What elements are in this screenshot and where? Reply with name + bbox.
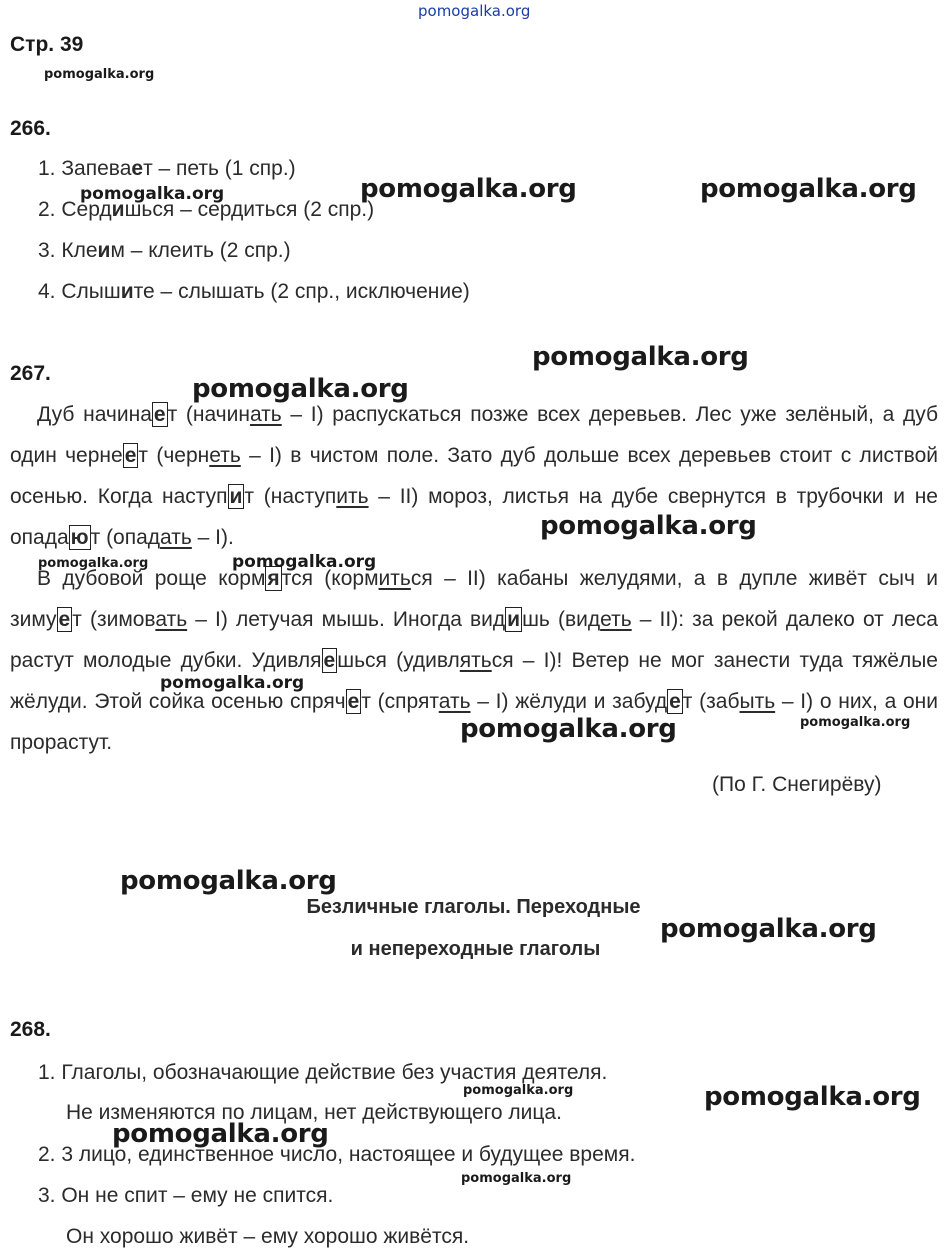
watermark: pomogalka.org: [704, 1082, 921, 1112]
watermark: pomogalka.org: [38, 556, 149, 571]
watermark: pomogalka.org: [360, 174, 577, 204]
watermark: pomogalka.org: [120, 866, 337, 896]
list-item-continuation: Не изменяются по лицам, нет действующего лица.: [66, 1101, 562, 1124]
watermark-top: pomogalka.org: [418, 2, 531, 20]
watermark: pomogalka.org: [44, 67, 155, 82]
list-item: 3. Клеим – клеить (2 спр.): [38, 239, 291, 262]
list-item: 2. 3 лицо, единственное число, настоящее и будущее время.: [38, 1143, 636, 1166]
list-item-continuation: Он хорошо живёт – ему хорошо живётся.: [66, 1225, 470, 1248]
list-item: 1. Глаголы, обозначающие действие без участия деятеля.: [38, 1061, 608, 1084]
list-item: 3. Он не спит – ему не спится.: [38, 1184, 334, 1207]
section-title-line-1: Безличные глаголы. Переходные: [306, 896, 641, 918]
exercise-number-267: 267.: [10, 362, 51, 385]
watermark: pomogalka.org: [232, 552, 377, 572]
watermark: pomogalka.org: [660, 914, 877, 944]
watermark: pomogalka.org: [192, 374, 409, 404]
watermark: pomogalka.org: [463, 1083, 574, 1098]
exercise-number-266: 266.: [10, 117, 51, 140]
watermark: pomogalka.org: [540, 511, 757, 541]
watermark: pomogalka.org: [700, 174, 917, 204]
watermark: pomogalka.org: [532, 342, 749, 372]
list-item: 2. Сердишься – сердиться (2 спр.): [38, 198, 375, 221]
watermark: pomogalka.org: [112, 1119, 329, 1149]
watermark: pomogalka.org: [160, 673, 305, 693]
section-title-line-2: и непереходные глаголы: [350, 938, 601, 960]
paragraph-2: В дубовой роще кормятся (кормиться – II) кабаны желудями, а в дупле живёт сыч и зимует (зимовать – I) летучая мышь. Иногда видишь (видеть – II): за рекой далеко от леса растут молодые дубки. Удивляешься (удивляться – I)! Ветер не мог занести туда тяжёлые жёлуди. Этой сойка осенью спрячет (спрятать – I) жёлуди и забудет (забыть – I) о них, а они прорастут.: [10, 567, 939, 754]
page-label: Стр. 39: [10, 33, 84, 56]
list-item: 1. Запевает – петь (1 спр.): [38, 157, 296, 180]
list-item: 4. Слышите – слышать (2 спр., исключение): [38, 280, 470, 303]
watermark: pomogalka.org: [800, 715, 911, 730]
watermark: pomogalka.org: [80, 184, 225, 204]
watermark: pomogalka.org: [460, 714, 677, 744]
exercise-number-268: 268.: [10, 1018, 51, 1041]
paragraph-1: Дуб начинает (начинать – I) распускаться позже всех деревьев. Лес уже зелёный, а дуб один чернеет (чернеть – I) в чистом поле. Зато дуб дольше всех деревьев стоит с листвой осенью. Когда наступит (наступить – II) мороз, листья на дубе свернутся в трубочки и не опадают (опадать – I).: [10, 403, 938, 549]
watermark: pomogalka.org: [461, 1171, 572, 1186]
author-attribution: (По Г. Снегирёву): [712, 773, 882, 796]
